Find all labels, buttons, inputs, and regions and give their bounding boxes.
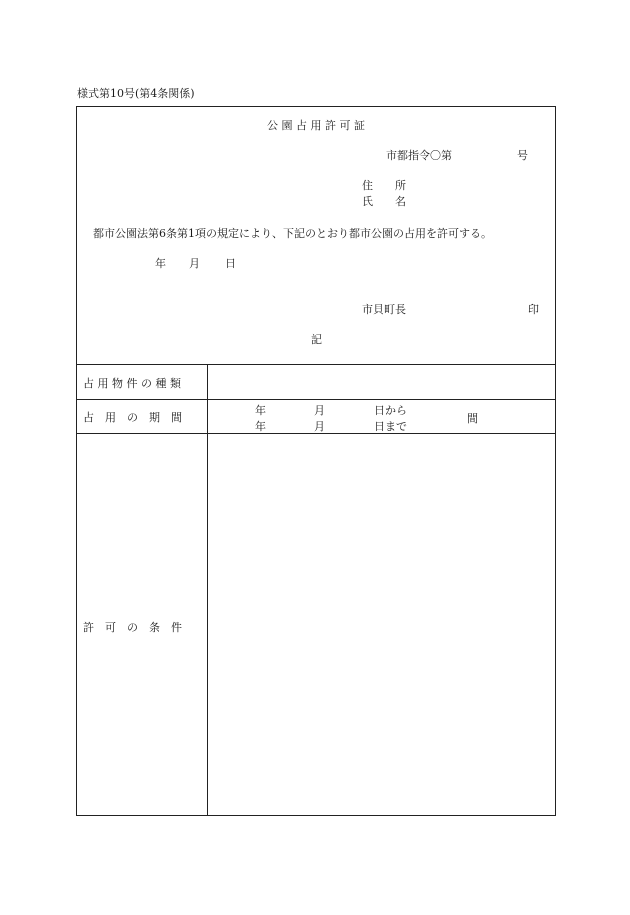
permit-frame xyxy=(76,106,556,816)
date-day: 日 xyxy=(225,257,236,270)
name-label: 氏 名 xyxy=(362,195,406,208)
row-kind-label: 占 用 物 件 の 種 類 xyxy=(83,377,181,390)
date-year: 年 xyxy=(155,257,166,270)
divider-row2 xyxy=(77,399,555,400)
date-month: 月 xyxy=(189,257,200,270)
row-conditions-label: 許 可 の 条 件 xyxy=(83,621,182,634)
form-number: 様式第10号(第4条関係) xyxy=(77,87,195,100)
period-end-month: 月 xyxy=(314,420,325,433)
period-start-year: 年 xyxy=(255,404,266,417)
permit-number-prefix: 市都指令〇第 xyxy=(386,149,452,162)
period-duration: 間 xyxy=(467,412,478,425)
period-start-month: 月 xyxy=(314,404,325,417)
divider-top xyxy=(77,364,555,365)
period-end-day: 日まで xyxy=(374,420,407,433)
table-column-divider xyxy=(207,364,208,815)
seal-mark: 印 xyxy=(528,303,539,316)
period-start-day: 日から xyxy=(374,404,407,417)
issuer-name: 市貝町長 xyxy=(362,303,406,316)
permit-number-suffix: 号 xyxy=(517,149,528,162)
address-label: 住 所 xyxy=(362,179,406,192)
permit-body-text: 都市公園法第6条第1項の規定により、下記のとおり都市公園の占用を許可する。 xyxy=(93,227,492,240)
period-end-year: 年 xyxy=(255,420,266,433)
row-period-label: 占 用 の 期 間 xyxy=(83,411,182,424)
ki-label: 記 xyxy=(311,333,322,346)
document-title: 公 園 占 用 許 可 証 xyxy=(267,119,365,132)
